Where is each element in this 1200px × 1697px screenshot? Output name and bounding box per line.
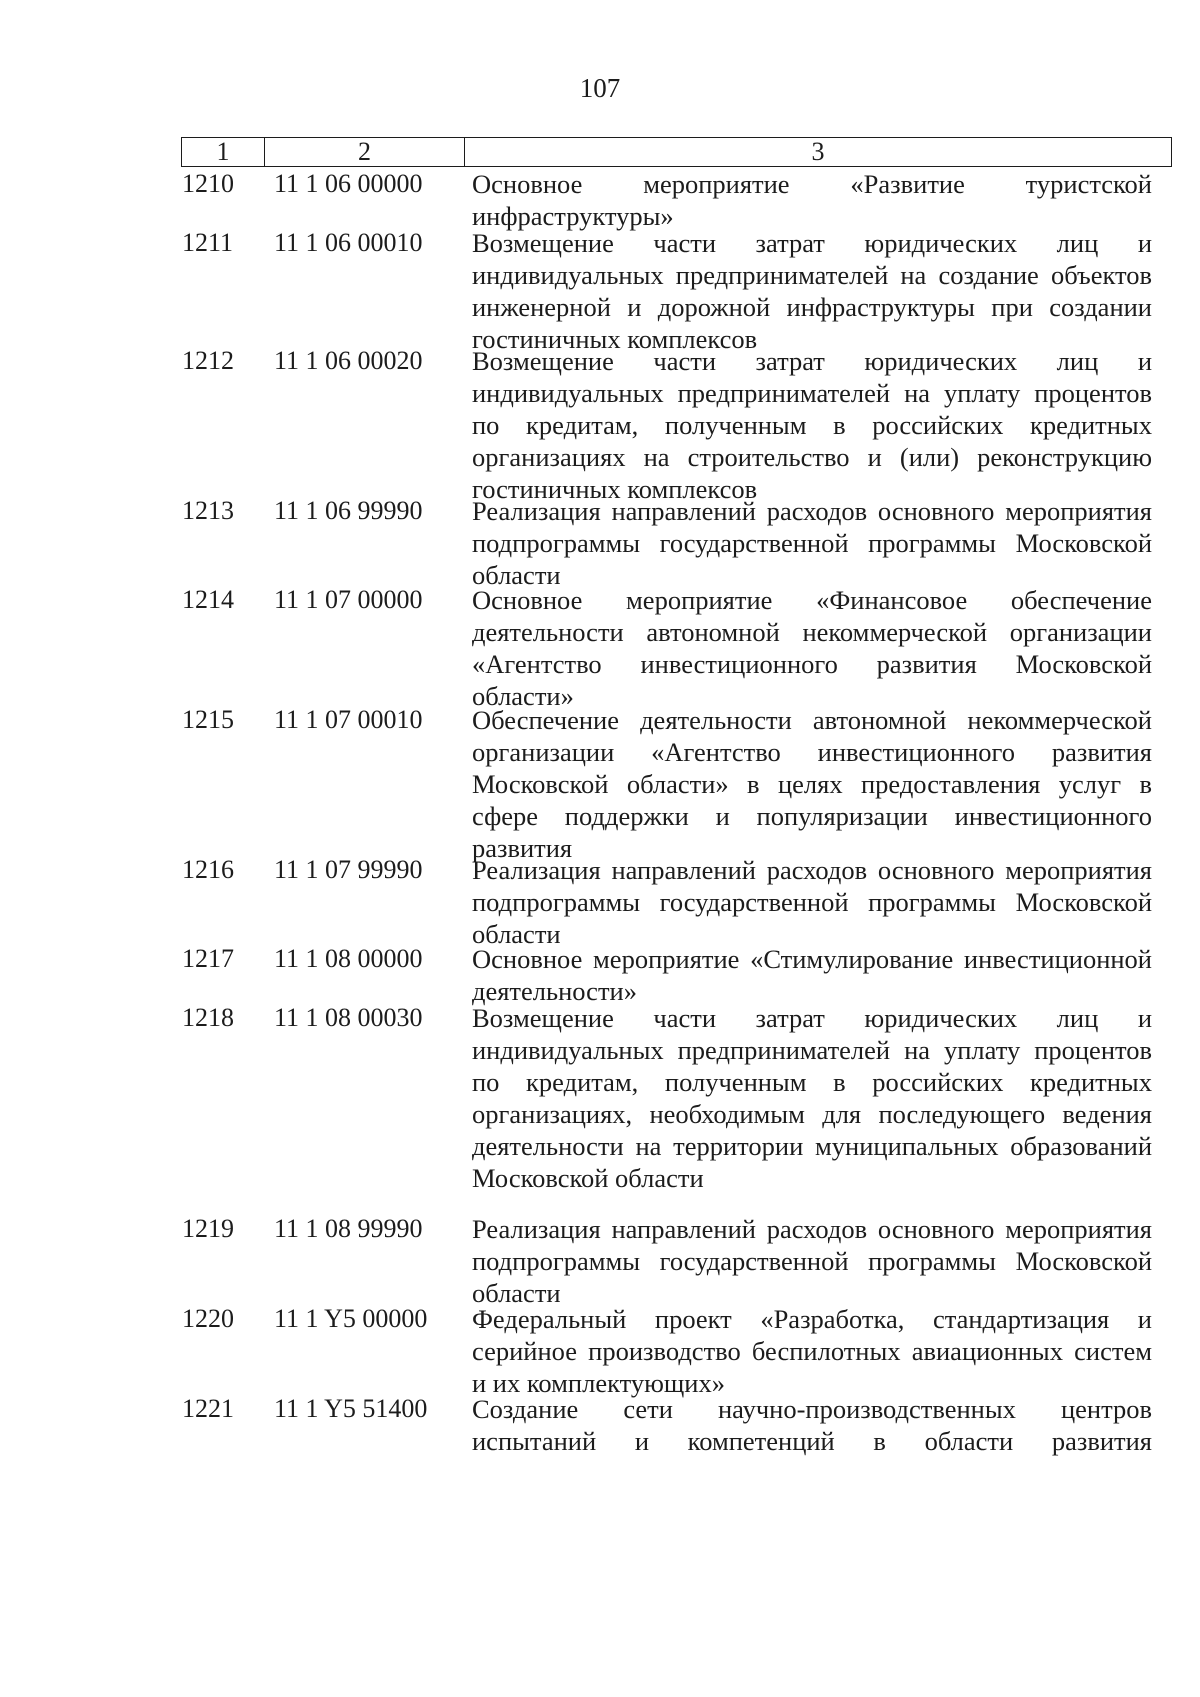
row-code: 11 1 Y5 51400 xyxy=(274,1394,428,1423)
row-code: 11 1 06 00010 xyxy=(274,228,423,257)
row-number: 1219 xyxy=(182,1214,234,1243)
row-description: Возмещение части затрат юридических лиц и индивидуальных предпринимателей на уплату процентов по кредитам, полученным в российских кредитных организациях на строительство и (или) реконструкцию гостиничных комплексов xyxy=(472,346,1152,504)
table-row xyxy=(176,854,1176,949)
header-col-3: 3 xyxy=(811,137,825,166)
row-code: 11 1 07 00000 xyxy=(274,585,423,614)
row-description: Создание сети научно-производственных центров испытаний и компетенций в области развития xyxy=(472,1394,1152,1456)
row-code: 11 1 07 00010 xyxy=(274,705,423,734)
row-description: Обеспечение деятельности автономной некоммерческой организации «Агентство инвестиционного развития Московской области» в целях предоставления услуг в сфере поддержки и популяризации инвестиционного развития xyxy=(472,705,1152,863)
table-row xyxy=(176,1213,1176,1308)
table-header xyxy=(181,137,1172,167)
row-code: 11 1 07 99990 xyxy=(274,855,423,884)
row-number: 1212 xyxy=(182,346,234,375)
row-code: 11 1 06 00020 xyxy=(274,346,423,375)
table-row xyxy=(176,495,1176,590)
table-body xyxy=(176,168,1176,1457)
row-description: Реализация направлений расходов основного мероприятия подпрограммы государственной программы Московской области xyxy=(472,496,1152,590)
row-number: 1213 xyxy=(182,496,234,525)
row-code: 11 1 08 99990 xyxy=(274,1214,423,1243)
table-row xyxy=(176,1303,1176,1398)
table-row xyxy=(176,345,1176,504)
row-number: 1218 xyxy=(182,1003,234,1032)
row-code: 11 1 08 00000 xyxy=(274,944,423,973)
row-description: Федеральный проект «Разработка, стандартизация и серийное производство беспилотных авиационных систем и их комплектующих» xyxy=(472,1304,1152,1398)
row-description: Основное мероприятие «Развитие туристской инфраструктуры» xyxy=(472,169,1152,231)
row-number: 1214 xyxy=(182,585,234,614)
table-row xyxy=(176,227,1176,354)
row-number: 1210 xyxy=(182,169,234,198)
table-row xyxy=(176,584,1176,711)
row-number: 1220 xyxy=(182,1304,234,1333)
table-row xyxy=(176,1002,1176,1213)
row-description: Основное мероприятие «Стимулирование инвестиционной деятельности» xyxy=(472,944,1152,1006)
table-row xyxy=(176,168,1176,231)
row-code: 11 1 06 99990 xyxy=(274,496,423,525)
row-description: Возмещение части затрат юридических лиц и индивидуальных предпринимателей на создание объектов инженерной и дорожной инфраструктуры при создании гостиничных комплексов xyxy=(472,228,1152,354)
table-row xyxy=(176,704,1176,863)
row-code: 11 1 Y5 00000 xyxy=(274,1304,428,1333)
row-description: Реализация направлений расходов основного мероприятия подпрограммы государственной программы Московской области xyxy=(472,855,1152,949)
table-row xyxy=(176,1393,1176,1457)
row-description: Реализация направлений расходов основного мероприятия подпрограммы государственной программы Московской области xyxy=(472,1214,1152,1308)
row-code: 11 1 08 00030 xyxy=(274,1003,423,1032)
row-description: Возмещение части затрат юридических лиц и индивидуальных предпринимателей на уплату процентов по кредитам, полученным в российских кредитных организациях, необходимым для последующего ведения деятельности на территории муниципальных образований Московской области xyxy=(472,1003,1152,1193)
row-code: 11 1 06 00000 xyxy=(274,169,423,198)
row-description: Основное мероприятие «Финансовое обеспечение деятельности автономной некоммерческой организации «Агентство инвестиционного развития Московской области» xyxy=(472,585,1152,711)
row-number: 1217 xyxy=(182,944,234,973)
row-number: 1211 xyxy=(182,228,234,257)
page-number: 107 xyxy=(579,73,621,103)
table-row xyxy=(176,943,1176,1006)
row-number: 1215 xyxy=(182,705,234,734)
header-col-1: 1 xyxy=(182,138,265,166)
row-number: 1216 xyxy=(182,855,234,884)
header-col-2: 2 xyxy=(265,138,465,166)
row-number: 1221 xyxy=(182,1394,234,1423)
